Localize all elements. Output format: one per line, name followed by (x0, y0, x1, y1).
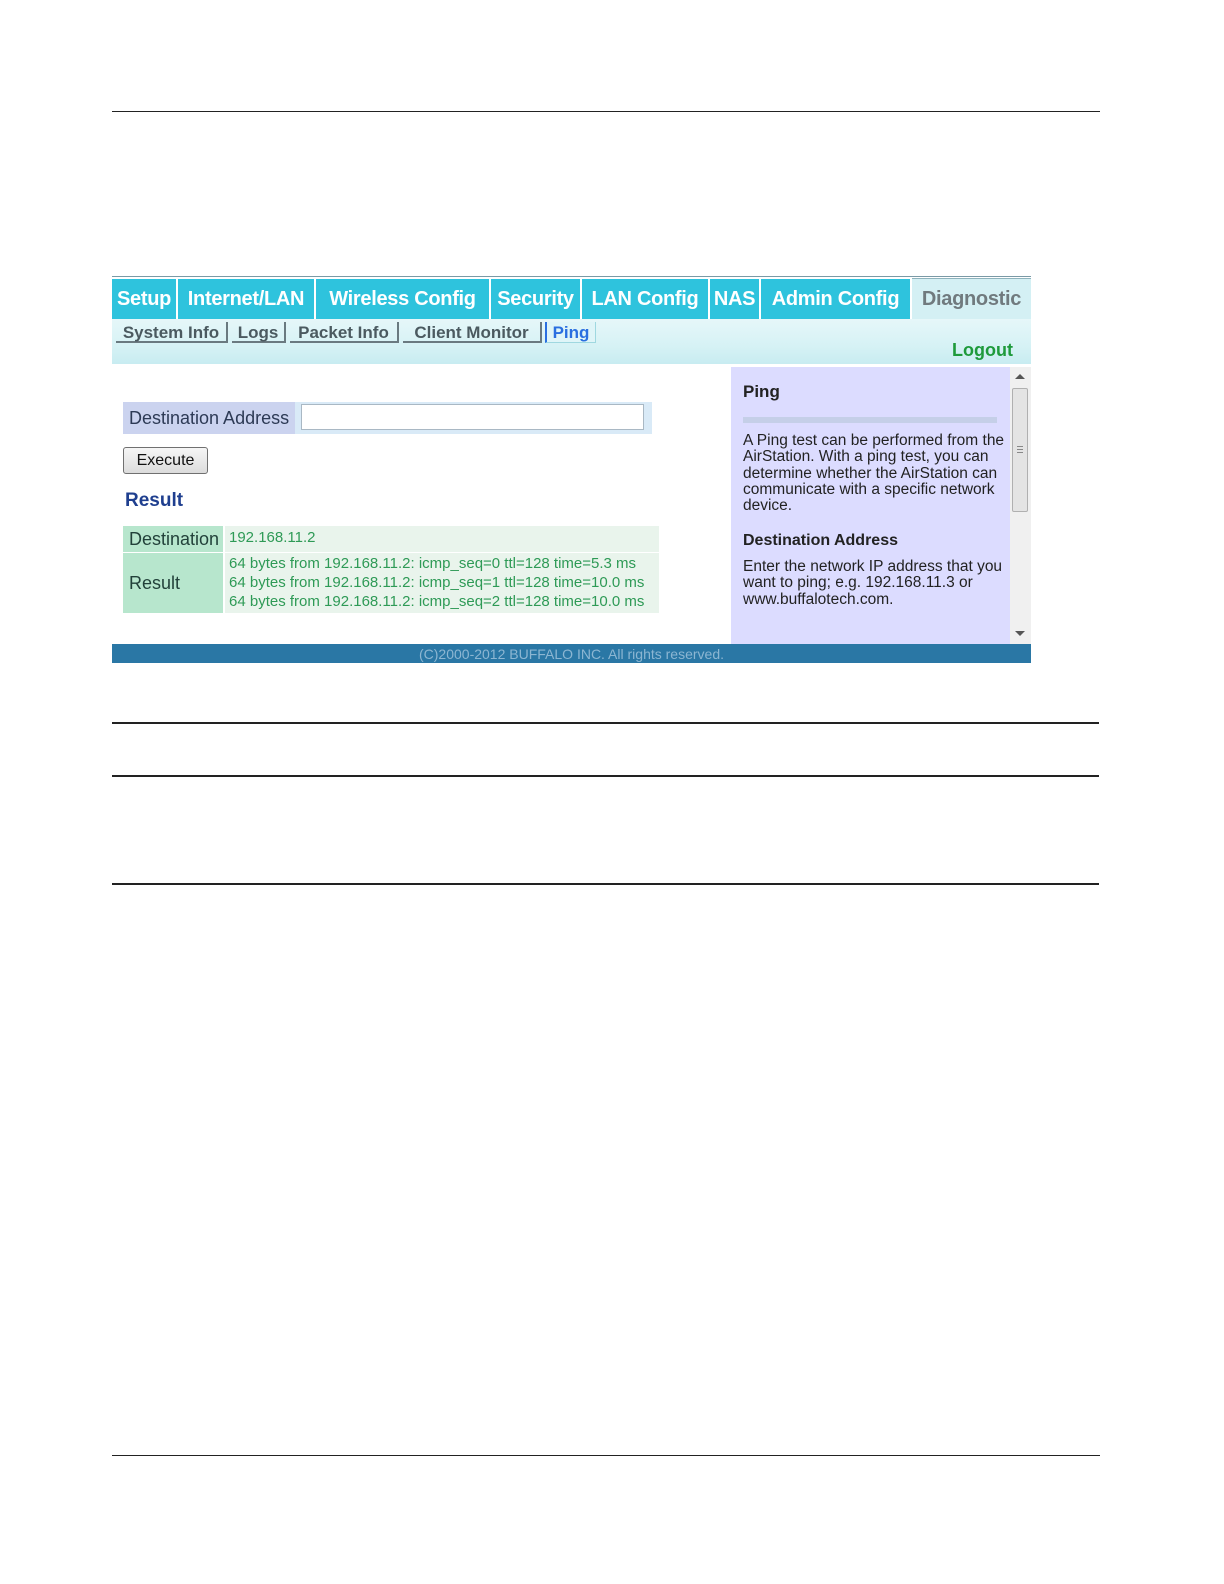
execute-button[interactable]: Execute (123, 447, 208, 474)
page-rule-bottom (112, 1455, 1100, 1456)
subtab-logs[interactable]: Logs (232, 322, 286, 343)
help-section-title: Destination Address (743, 532, 898, 549)
subtab-client-monitor[interactable]: Client Monitor (403, 322, 542, 343)
destination-address-label: Destination Address (123, 402, 295, 434)
page-rule (112, 722, 1099, 724)
help-panel (731, 367, 1010, 644)
grip-icon (1017, 446, 1023, 447)
destination-label: Destination (123, 526, 223, 552)
tab-setup[interactable]: Setup (112, 279, 176, 320)
help-title: Ping (743, 382, 780, 401)
tab-lan-config[interactable]: LAN Config (582, 279, 708, 320)
subtab-packet-info[interactable]: Packet Info (290, 322, 399, 343)
scroll-up-arrow-icon[interactable] (1015, 374, 1025, 379)
tab-admin-config[interactable]: Admin Config (761, 279, 910, 320)
logout-link[interactable]: Logout (952, 340, 1013, 360)
scrollbar-thumb[interactable] (1012, 388, 1028, 512)
page-rule (112, 775, 1099, 777)
help-divider (743, 417, 997, 423)
ping-reply-line: 64 bytes from 192.168.11.2: icmp_seq=1 ttl=128 time=10.0 ms (229, 574, 645, 591)
page-rule-top (112, 111, 1100, 112)
help-scrollbar[interactable] (1010, 367, 1031, 644)
ping-reply-line: 64 bytes from 192.168.11.2: icmp_seq=2 ttl=128 time=10.0 ms (229, 593, 645, 610)
help-section-text: Enter the network IP address that you want to ping; e.g. 192.168.11.3 or www.buffalotech.com. (743, 558, 1003, 608)
main-tab-bar (112, 276, 1031, 319)
result-heading: Result (125, 490, 184, 511)
router-ui-screenshot (112, 276, 1031, 663)
destination-address-input[interactable] (301, 404, 644, 430)
result-table (123, 526, 659, 613)
tab-wireless-config[interactable]: Wireless Config (316, 279, 489, 320)
tab-nas[interactable]: NAS (710, 279, 759, 320)
copyright-footer: (C)2000-2012 BUFFALO INC. All rights reserved. (112, 644, 1031, 663)
page-rule (112, 883, 1099, 885)
tab-diagnostic[interactable]: Diagnostic (912, 278, 1031, 320)
result-value (225, 553, 659, 613)
destination-value: 192.168.11.2 (225, 526, 659, 552)
tab-internet-lan[interactable]: Internet/LAN (178, 279, 314, 320)
sub-tab-bar (112, 319, 1031, 364)
tab-security[interactable]: Security (491, 279, 580, 320)
subtab-ping[interactable]: Ping (545, 322, 596, 343)
subtab-system-info[interactable]: System Info (116, 322, 228, 343)
ping-reply-line: 64 bytes from 192.168.11.2: icmp_seq=0 ttl=128 time=5.3 ms (229, 555, 637, 572)
scroll-down-arrow-icon[interactable] (1015, 631, 1025, 636)
help-intro-text: A Ping test can be performed from the AirStation. With a ping test, you can determine whether the AirStation can communicate with a specific network device. (743, 432, 1005, 515)
result-label: Result (123, 553, 223, 613)
